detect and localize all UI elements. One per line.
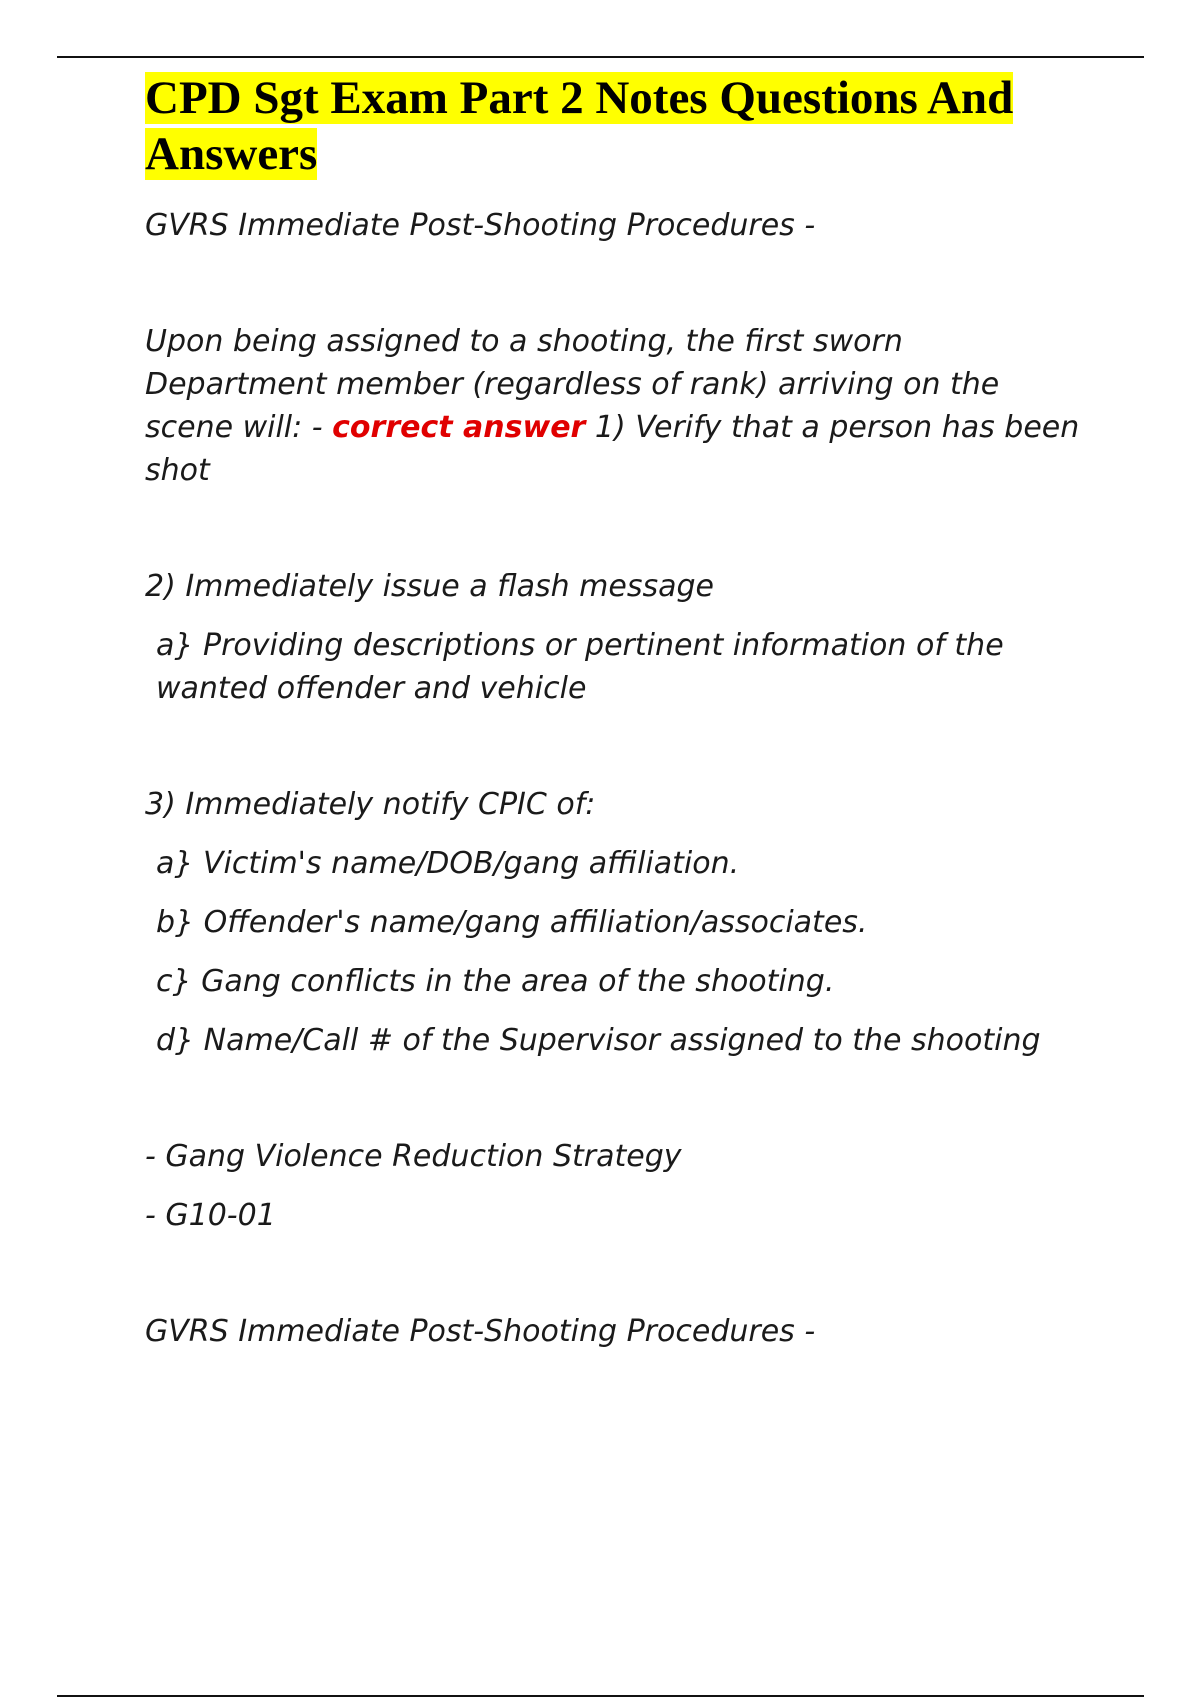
answer-step-1: 1) Verify that a person has been shot [145,410,1080,488]
correct-answer-label: correct answer [332,410,586,445]
bottom-rule [57,1695,1144,1697]
top-rule [57,56,1144,58]
reference-line-2: - G10-01 [145,1198,276,1233]
question-heading: GVRS Immediate Post-Shooting Procedures - [145,208,816,243]
answer-step-3: 3) Immediately notify CPIC of: [145,787,596,822]
document-title-text: CPD Sgt Exam Part 2 Notes Questions And Answers [145,72,1014,180]
answer-step-2a: a} Providing descriptions or pertinent information of the wanted offender and vehicle [156,628,1004,706]
question-text [145,320,1085,492]
answer-step-3a: a} Victim's name/DOB/gang affiliation. [156,846,740,881]
reference-line-1: - Gang Violence Reduction Strategy [145,1139,682,1174]
document-title [145,70,1085,182]
document-page [145,70,1085,1353]
answer-step-3c: c} Gang conflicts in the area of the shooting. [156,964,835,999]
question-heading-2: GVRS Immediate Post-Shooting Procedures - [145,1314,816,1349]
question-body: Upon being assigned to a shooting, the first sworn Department member (regardless of rank) arriving on the scene will: - [145,324,1000,445]
answer-step-3d: d} Name/Call # of the Supervisor assigned to the shooting [156,1023,1041,1058]
answer-step-2: 2) Immediately issue a flash message [145,569,714,604]
answer-step-3b: b} Offender's name/gang affiliation/associates. [156,905,868,940]
